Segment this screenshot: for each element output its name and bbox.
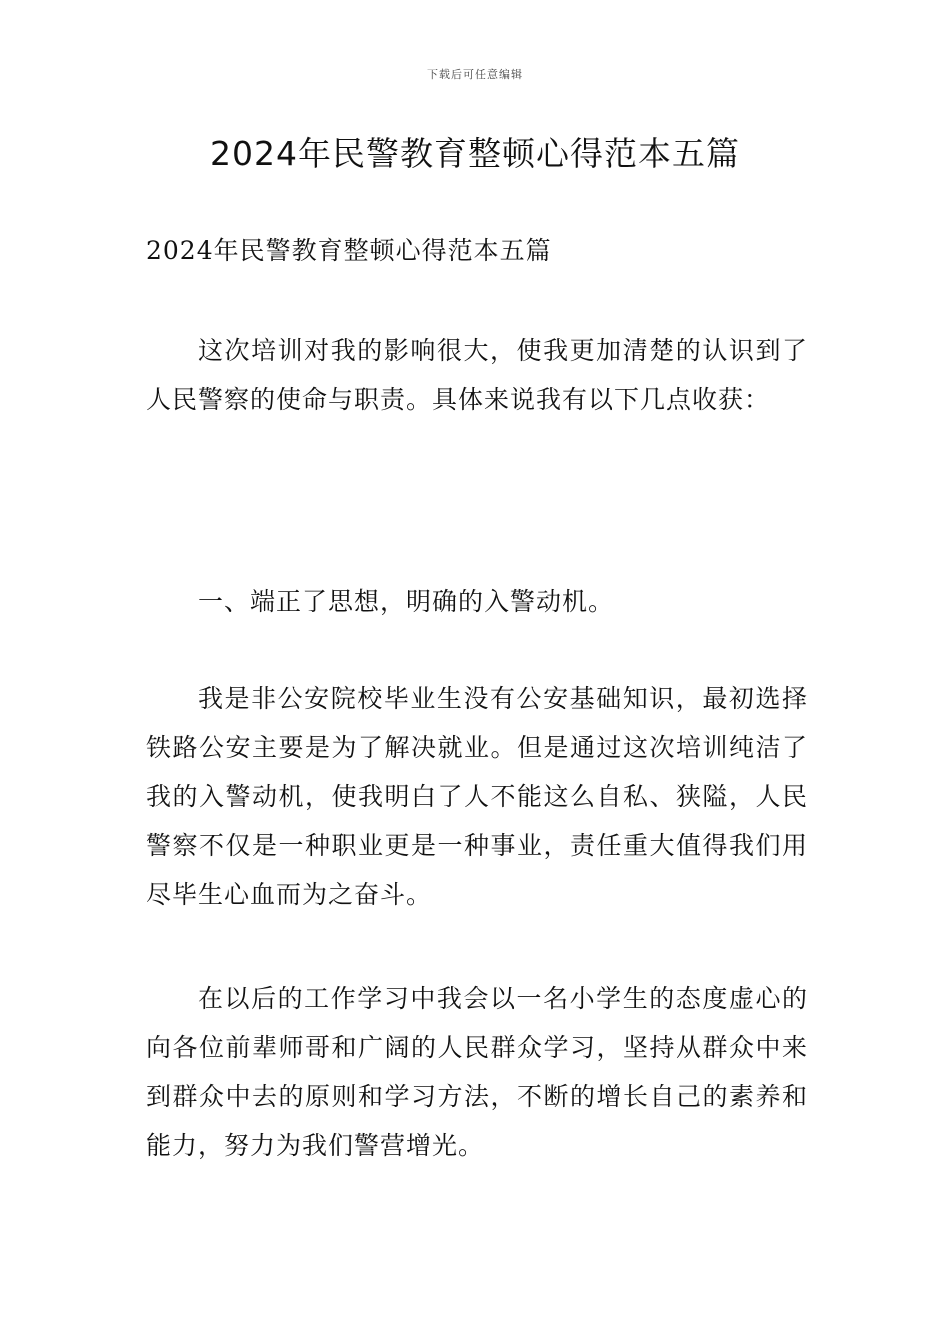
paragraph-2 (146, 577, 808, 626)
paragraph-text: 在以后的工作学习中我会以一名小学生的态度虚心的向各位前辈师哥和广阔的人民群众学习，坚持从群众中来到群众中去的原则和学习方法，不断的增长自己的素养和能力，努力为我们警营增光。 (146, 984, 808, 1160)
header-note: 下载后可任意编辑 (427, 68, 523, 81)
section-heading: 一、端正了思想，明确的入警动机。 (198, 587, 615, 616)
paragraph-4 (146, 974, 808, 1170)
paragraph-1 (146, 326, 808, 424)
document-title: 2024年民警教育整顿心得范本五篇 (210, 134, 740, 173)
paragraph-text: 我是非公安院校毕业生没有公安基础知识，最初选择铁路公安主要是为了解决就业。但是通过这次培训纯洁了我的入警动机，使我明白了人不能这么自私、狭隘，人民警察不仅是一种职业更是一种事业，责任重大值得我们用尽毕生心血而为之奋斗。 (146, 684, 808, 909)
subtitle-text: 2024年民警教育整顿心得范本五篇 (146, 236, 552, 265)
paragraph-text: 这次培训对我的影响很大，使我更加清楚的认识到了人民警察的使命与职责。具体来说我有以下几点收获： (146, 336, 808, 414)
document-subtitle (146, 226, 808, 275)
paragraph-3 (146, 674, 808, 919)
